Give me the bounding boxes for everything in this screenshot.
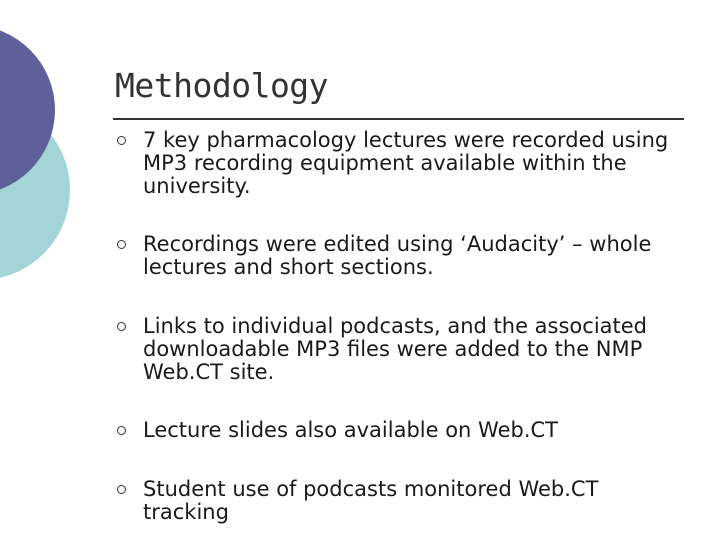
bullet-text: Lecture slides also available on Web.CT bbox=[143, 418, 558, 442]
bullet-text: Recordings were edited using ‘Audacity’ – whole lectures and short sections. bbox=[143, 232, 652, 279]
hollow-circle-icon bbox=[117, 240, 126, 249]
hollow-circle-icon bbox=[117, 136, 126, 145]
decorative-circles bbox=[0, 0, 80, 300]
hollow-circle-icon bbox=[117, 485, 126, 494]
bullet-text: Links to individual podcasts, and the associated downloadable MP3 files were added to the NMP Web.CT site. bbox=[143, 314, 648, 384]
title-divider bbox=[113, 118, 684, 120]
bullet-text: Student use of podcasts monitored Web.CT tracking bbox=[143, 477, 599, 524]
slide-title: Methodology bbox=[115, 66, 329, 105]
bullet-text: 7 key pharmacology lectures were recorded using MP3 recording equipment available within the university. bbox=[143, 128, 669, 198]
hollow-circle-icon bbox=[117, 426, 126, 435]
hollow-circle-icon bbox=[117, 322, 126, 331]
